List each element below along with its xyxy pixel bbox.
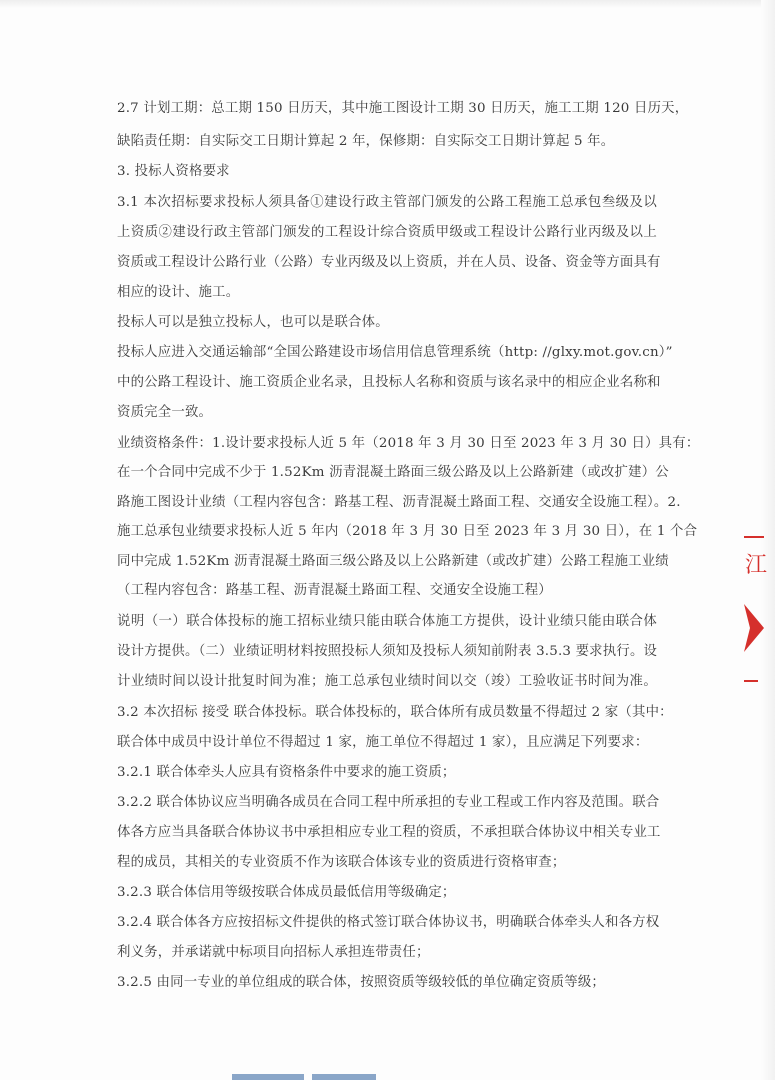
text-line: 相应的设计、施工。 — [117, 285, 240, 300]
text-line: 程的成员，其相关的专业资质不作为该联合体该专业的资质进行资格审查； — [117, 855, 566, 870]
text-line: 投标人可以是独立投标人，也可以是联合体。 — [117, 315, 389, 330]
section-heading: 3. 投标人资格要求 — [117, 164, 230, 179]
text-line: （工程内容包含：路基工程、沥青混凝土路面工程、交通安全设施工程） — [117, 583, 552, 598]
text-line: 上资质②建设行政主管部门颁发的工程设计综合资质甲级或工程设计公路行业丙级及以上 — [117, 225, 657, 240]
text-line: 联合体中成员中设计单位不得超过 1 家，施工单位不得超过 1 家），且应满足下列要求： — [117, 735, 649, 750]
text-line: 利义务，并承诺就中标项目向招标人承担连带责任； — [117, 945, 430, 960]
text-line: 资质或工程设计公路行业（公路）专业丙级及以上资质，并在人员、设备、资金等方面具有 — [117, 255, 661, 270]
text-line: 中的公路工程设计、施工资质企业名录，且投标人名称和资质与该名录中的相应企业名称和 — [117, 375, 661, 390]
text-line: 3.2 本次招标 接受 联合体投标。联合体投标的，联合体所有成员数量不得超过 2 家（其中： — [117, 705, 673, 720]
text-line: 投标人应进入交通运输部“全国公路建设市场信用信息管理系统（http: //glxy.mot.gov.cn）” — [117, 345, 673, 360]
seal-star-icon — [740, 598, 766, 658]
text-line: 3.2.1 联合体牵头人应具有资格条件中要求的施工资质； — [117, 765, 456, 780]
seal-character: 江 — [745, 553, 768, 578]
text-line: 说明（一）联合体投标的施工招标业绩只能由联合体施工方提供，设计业绩只能由联合体 — [117, 614, 657, 629]
red-seal-fragment — [740, 530, 766, 705]
text-line: 3.2.2 联合体协议应当明确各成员在合同工程中所承担的专业工程或工作内容及范围。联合 — [117, 795, 660, 810]
text-line: 计业绩时间以设计批复时间为准；施工总承包业绩时间以交（竣）工验收证书时间为准。 — [117, 674, 657, 689]
text-line: 施工总承包业绩要求投标人近 5 年内（2018 年 3 月 30 日至 2023 年 3 月 30 日），在 1 个合 — [117, 524, 698, 539]
text-line: 路施工图设计业绩（工程内容包含：路基工程、沥青混凝土路面工程、交通安全设施工程）。2. — [117, 495, 681, 510]
text-line: 资质完全一致。 — [117, 405, 213, 420]
seal-border-mark — [744, 680, 758, 682]
text-line: 同中完成 1.52Km 沥青混凝土路面三级公路及以上公路新建（或改扩建）公路工程施工业绩 — [117, 554, 669, 569]
text-line: 体各方应当具备联合体协议书中承担相应专业工程的资质，不承担联合体协议中相关专业工 — [117, 825, 661, 840]
text-line: 业绩资格条件：1.设计要求投标人近 5 年（2018 年 3 月 30 日至 2023 年 3 月 30 日）具有： — [117, 436, 700, 451]
scan-bottom-strip — [232, 1074, 304, 1080]
scan-edge-top — [0, 0, 775, 8]
seal-border-mark — [744, 536, 764, 538]
scan-bottom-strip — [312, 1074, 376, 1080]
text-line: 2.7 计划工期：总工期 150 日历天，其中施工图设计工期 30 日历天，施工工期 120 日历天， — [117, 101, 689, 116]
text-line: 3.2.5 由同一专业的单位组成的联合体，按照资质等级较低的单位确定资质等级； — [117, 975, 606, 990]
text-line: 3.2.4 联合体各方应按招标文件提供的格式签订联合体协议书，明确联合体牵头人和各方权 — [117, 915, 660, 930]
text-line: 在一个合同中完成不少于 1.52Km 沥青混凝土路面三级公路及以上公路新建（或改扩建）公 — [117, 465, 669, 480]
text-line: 设计方提供。（二）业绩证明材料按照投标人须知及投标人须知前附表 3.5.3 要求执行。设 — [117, 644, 658, 659]
text-line: 缺陷责任期：自实际交工日期计算起 2 年，保修期：自实际交工日期计算起 5 年。 — [117, 134, 615, 149]
text-line: 3.2.3 联合体信用等级按联合体成员最低信用等级确定； — [117, 885, 456, 900]
text-line: 3.1 本次招标要求投标人须具备①建设行政主管部门颁发的公路工程施工总承包叁级及以 — [117, 195, 657, 210]
